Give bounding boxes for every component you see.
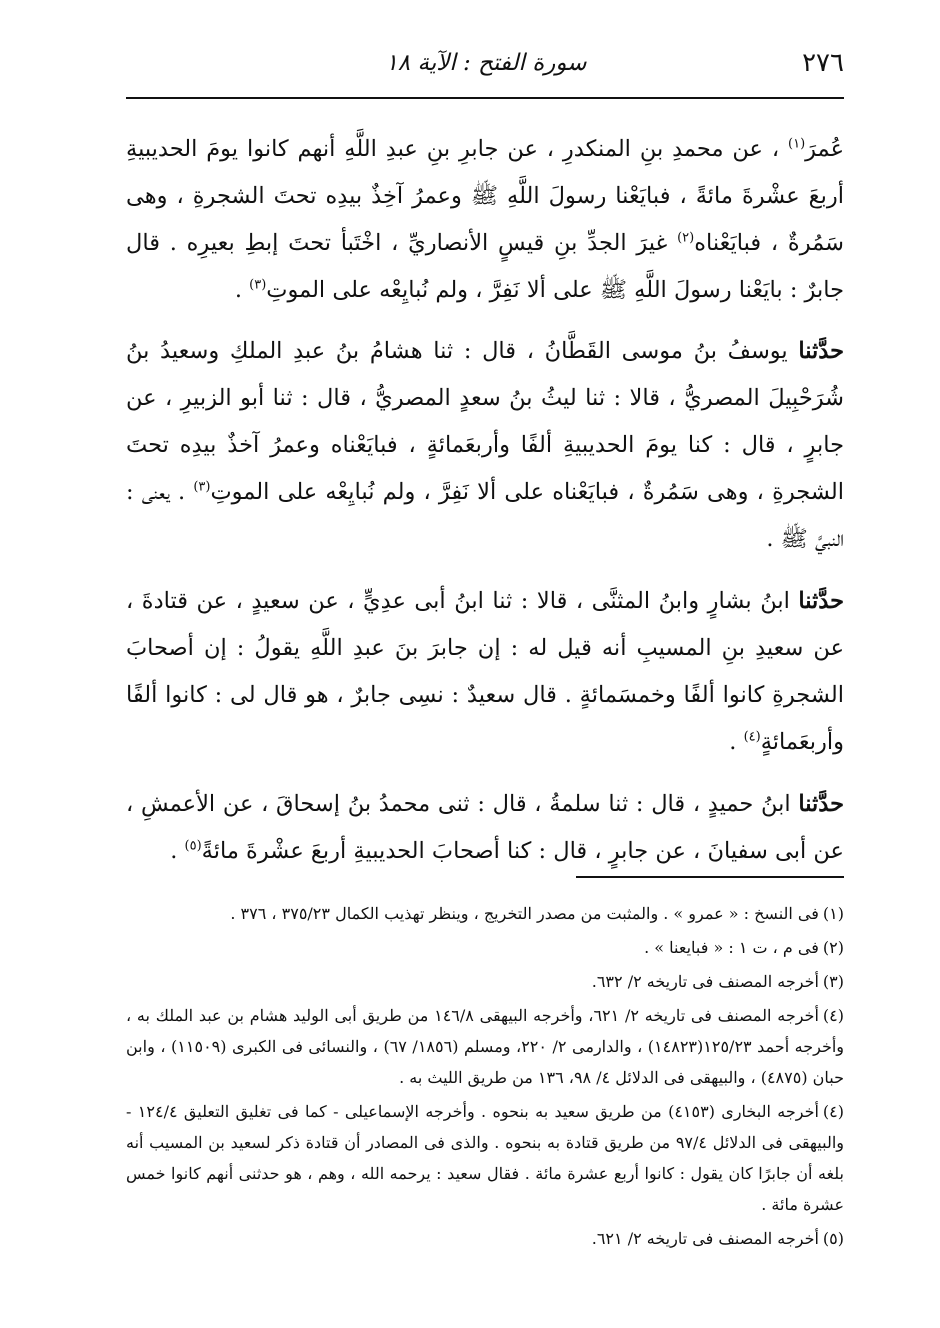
footnote-number: (٣) — [822, 972, 844, 991]
footnote-reference: (٣) — [193, 479, 211, 495]
footnote-reference: (٢) — [677, 230, 695, 246]
footnote-text: أخرجه المصنف فى تاريخه ٢/ ٦٢١، وأخرجه البيهقى ١٤٦/٨ من طريق أبى الوليد هشام بن عبد الملك به ، وأخرجه أحمد ١٢٥/٢٣(١٤٨٢٣) ، والدارمى ٢/ ٢٢٠، ومسلم (١٨٥٦/ ٦٧) ، والنسائى فى الكبرى (١١٥٠٩) ، وابن حبان (٤٨٧٥) ، والبيهقى فى الدلائل ٤/ ٩٨، ١٣٦ من طريق الليث به . — [126, 1006, 845, 1087]
paragraph-lead-word: حدَّثنا — [798, 338, 844, 364]
text-segment: . — [234, 277, 250, 303]
text-segment: ابنُ حميدٍ ، قال : ثنا سلمةُ ، قال : ثنى محمدُ بنُ إسحاقَ ، عن الأعمشِ ، عن أبى سفيانَ ، عن جابرٍ ، قال : كنا أصحابَ الحديبيةِ أربعَ عشْرةَ مائةً — [126, 791, 844, 864]
footnotes-section — [126, 898, 844, 1257]
footnote-reference: (٣) — [249, 277, 267, 293]
text-segment: عُمرَ — [805, 136, 844, 162]
footnote-text: أخرجه البخارى (٤١٥٣) من طريق سعيد به بنحوه . وأخرجه الإسماعيلى - كما فى تغليق التعليق ١٢٤/٤ - والبيهقى فى الدلائل ٩٧/٤ من طريق قتادة به بنحوه . والذى فى المصادر أن قتادة ذكر لسعيد بن المسيب أنه بلغه أن جابرًا كان يقول : كانوا أربع عشرة مائة . فقال سعيد : يرحمه الله ، وهم ، هو حدثنى أنهم كانوا خمس عشرة مائة . — [126, 1102, 845, 1214]
footnote-reference: (١) — [788, 136, 806, 152]
footnote-text: فى م ، ت ١ : « فبايعنا » . — [644, 938, 819, 957]
text-segment: ، عن محمدِ بنِ المنكدرِ ، عن جابرِ بنِ عبدِ اللَّهِ أنهم كانوا يومَ الحديبيةِ أربعَ عشْرةَ مائةً ، فبايَعْنا رسولَ اللَّهِ ﷺ وعمرُ آخِذٌ بيدِه تحتَ الشجرةِ ، وهى سَمُرةٌ ، فبايَعْناه — [126, 136, 844, 256]
footnote-text: أخرجه المصنف فى تاريخه ٢/ ٦٢١. — [591, 1229, 819, 1248]
running-title: سورة الفتح : الآية ١٨ — [385, 50, 587, 76]
footnote — [126, 1223, 844, 1254]
text-segment: . — [170, 838, 185, 864]
paragraph — [126, 126, 844, 314]
paragraph-lead-word: حدَّثنا — [798, 791, 844, 817]
footnote — [126, 898, 844, 929]
paragraph — [126, 328, 844, 563]
page-number: ٢٧٦ — [802, 48, 844, 78]
footnote-rule — [576, 876, 844, 878]
text-segment: . يعنى : النبيَّ ﷺ . — [126, 479, 844, 552]
footnote — [126, 966, 844, 997]
footnote-text: فى النسخ : « عمرو » . والمثبت من مصدر التخريج ، وينظر تهذيب الكمال ٣٧٥/٢٣ ، ٣٧٦ . — [230, 904, 819, 923]
text-segment: . — [729, 729, 744, 755]
footnote — [126, 1000, 844, 1093]
footnote-reference: (٤) — [743, 729, 761, 745]
footnote-number: (٤) — [822, 1102, 845, 1121]
text-segment: يوسفُ بنُ موسى القَطَّانُ ، قال : ثنا هشامُ بنُ عبدِ الملكِ وسعيدُ بنُ شُرَحْبِيلَ المصريُّ ، قالا : ثنا ليثُ بنُ سعدٍ المصريُّ ، قال : ثنا أبو الزبيرِ ، عن جابرٍ ، قال : كنا يومَ الحديبيةِ ألفًا وأربعَمائةٍ ، فبايَعْناه وعمرُ آخذٌ بيدِه تحتَ الشجرةِ ، وهى سَمُرةٌ ، فبايَعْناه على ألا نَفِرَّ ، ولم نُبايِعْه على الموتِ — [126, 338, 844, 505]
page-header — [126, 44, 844, 96]
footnote-text: أخرجه المصنف فى تاريخه ٢/ ٦٣٢. — [591, 972, 819, 991]
paragraph-lead-word: حدَّثنا — [798, 588, 844, 614]
footnote-number: (١) — [822, 904, 844, 923]
paragraph — [126, 781, 844, 875]
text-segment: ابنُ بشارٍ وابنُ المثنَّى ، قالا : ثنا ابنُ أبى عدِيٍّ ، عن سعيدٍ ، عن قتادةَ ، عن سعيدِ بنِ المسيبِ أنه قيل له : إن جابرَ بنَ عبدِ اللَّهِ يقولُ : إن أصحابَ الشجرةِ كانوا ألفًا وخمسَمائةٍ . قال سعيدٌ : نسِى جابرٌ ، هو قال لى : كانوا ألفًا وأربعَمائةٍ — [126, 588, 844, 755]
main-text — [126, 126, 844, 890]
footnote — [126, 932, 844, 963]
footnote-reference: (٥) — [184, 838, 202, 854]
footnote-number: (٢) — [822, 938, 844, 957]
paragraph — [126, 578, 844, 766]
footnote — [126, 1096, 844, 1220]
footnote-number: (٤) — [822, 1006, 844, 1025]
footnote-number: (٥) — [822, 1229, 844, 1248]
text-segment: غيرَ الجدِّ بنِ قيسٍ الأنصاريِّ ، اخْتَبأ تحتَ إبطِ بعيرِه . قال جابرٌ : بايَعْنا رسولَ اللَّهِ ﷺ على ألا نَفِرَّ ، ولم نُبايِعْه على الموتِ — [126, 230, 844, 303]
header-rule — [126, 97, 844, 99]
